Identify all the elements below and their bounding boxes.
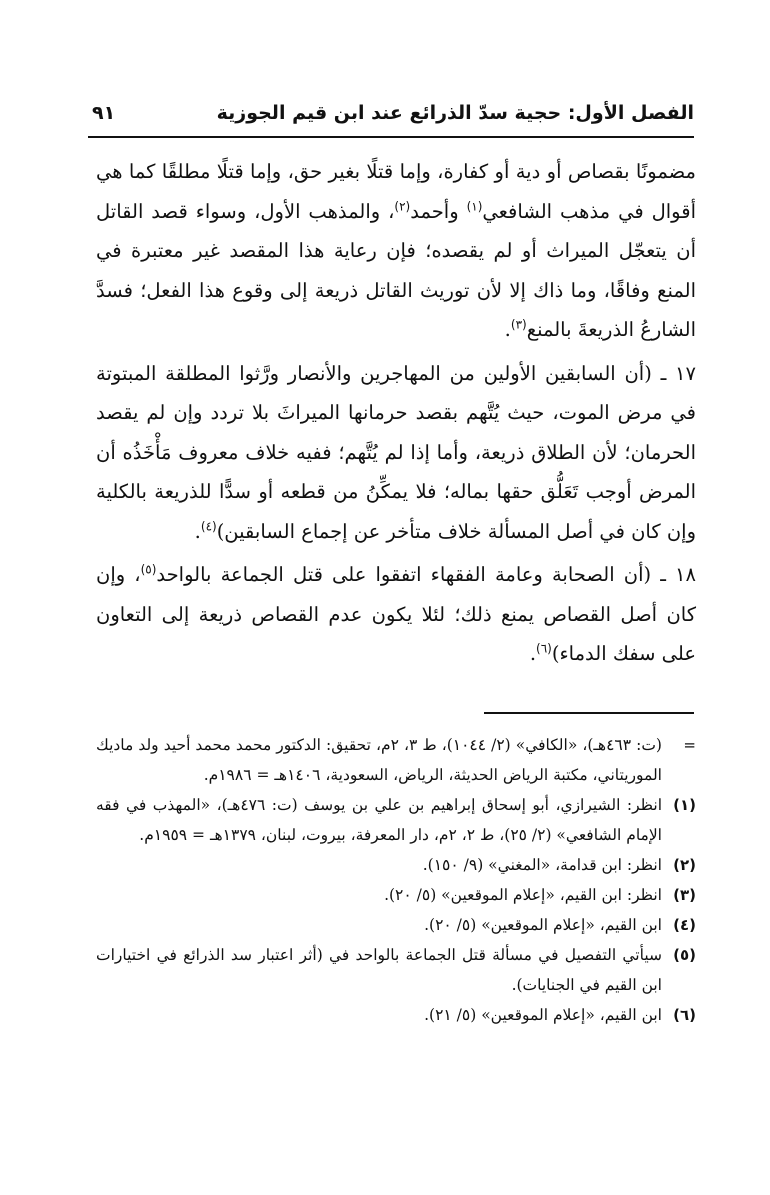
paragraph-continuation (96, 152, 696, 350)
footnote-divider (484, 712, 694, 714)
paragraph-text: ، وإن كان أصل القصاص يمنع ذلك؛ لئلا يكون عدم القصاص ذريعة إلى التعاون على سفك الدماء) (96, 563, 696, 665)
paragraph-text: ، والمذهب الأول، وسواء قصد القاتل أن يتعجّل الميراث أو لم يقصده؛ فإن رعاية هذا المقصد غير معتبرة في المنع وفاقًا، وما ذاك إلا لأن توريث القاتل ذريعة إلى وقوع هذا الفعل؛ فسدَّ الشارعُ الذريعةَ بالمنع (96, 199, 696, 341)
main-text (96, 152, 696, 674)
footnote-3 (96, 880, 696, 910)
paragraph-text: . (194, 519, 201, 543)
paragraph-text: (أن السابقين الأولين من المهاجرين والأنصار ورَّثوا المطلقة المبتوتة في مرض الموت، حيث يُتَّهم بقصد حرمانها الميراثَ بلا تردد وإن لم يقصد الحرمان؛ لأن الطلاق ذريعة، وأما إذا لم يُتَّهم؛ ففيه خلاف معروف مَأْخَذُه أن المرض أوجب تَعَلُّق حقها بماله؛ فلا يمكِّنُ من قطعه أو سدًّا للذريعة بالكلية وإن كان في أصل المسألة خلاف متأخر عن إجماع السابقين) (96, 361, 696, 543)
footnote-5 (96, 940, 696, 1000)
footnote-text: سيأتي التفصيل في مسألة قتل الجماعة بالواحد في (أثر اعتبار سد الذرائع في اختيارات ابن القيم في الجنايات). (96, 946, 662, 994)
footnote-ref: (١) (466, 199, 483, 213)
footnote-marker: = (683, 736, 696, 754)
page-number: ٩١ (92, 102, 116, 124)
footnote-text: ابن القيم، «إعلام الموقعين» (٥/ ٢٠). (424, 916, 662, 934)
footnote-marker: (٦) (673, 1006, 696, 1024)
footnote-text: انظر: الشيرازي، أبو إسحاق إبراهيم بن علي بن يوسف (ت: ٤٧٦هـ)، «المهذب في فقه الإمام الشافعي» (٢/ ٢٥)، ط ٢، ٢م، دار المعرفة، بيروت، لبنان، ١٣٧٩هـ = ١٩٥٩م. (96, 796, 663, 844)
paragraph-text: وأحمد (410, 199, 467, 223)
header-divider (88, 136, 694, 138)
paragraph-text: . (529, 642, 537, 665)
footnote-marker: (٤) (673, 916, 696, 934)
footnote-continuation (96, 730, 696, 790)
running-header (88, 96, 694, 136)
footnote-text: انظر: ابن قدامة، «المغني» (٩/ ١٥٠). (422, 856, 662, 874)
footnote-ref: (٣) (510, 317, 527, 332)
paragraph-text: . (504, 318, 511, 341)
footnote-ref: (٤) (200, 519, 217, 533)
footnote-marker: (٢) (673, 856, 696, 874)
footnote-6 (96, 1000, 696, 1030)
footnote-text: ابن القيم، «إعلام الموقعين» (٥/ ٢١). (424, 1006, 662, 1024)
footnote-marker: (٥) (673, 946, 696, 964)
footnote-ref: (٢) (394, 199, 411, 213)
footnote-ref: (٦) (536, 641, 552, 656)
footnote-1 (96, 790, 696, 850)
footnote-marker: (١) (673, 796, 696, 814)
item-number: ١٨ ـ (651, 563, 696, 586)
footnote-text: (ت: ٤٦٣هـ)، «الكافي» (٢/ ١٠٤٤)، ط ٣، ٢م، تحقيق: الدكتور محمد محمد أحيد ولد ماديك الموريتاني، مكتبة الرياض الحديثة، الرياض، السعودية، ١٤٠٦هـ = ١٩٨٦م. (96, 736, 662, 784)
footnote-ref: (٥) (140, 562, 157, 577)
paragraph-text: (أن الصحابة وعامة الفقهاء اتفقوا على قتل الجماعة بالواحد (156, 563, 652, 586)
footnote-2 (96, 850, 696, 880)
paragraph-text: مضمونًا بقصاص أو دية أو كفارة، وإما قتلًا بغير حق، وإما قتلًا مطلقًا كما هي أقوال في مذهب الشافعي (96, 160, 696, 223)
paragraph-18 (96, 555, 696, 674)
footnotes (96, 730, 696, 1030)
footnote-text: انظر: ابن القيم، «إعلام الموقعين» (٥/ ٢٠). (384, 886, 662, 904)
item-number: ١٧ ـ (651, 361, 696, 385)
chapter-title: الفصل الأول: حجية سدّ الذرائع عند ابن قيم الجوزية (216, 102, 694, 124)
footnote-4 (96, 910, 696, 940)
paragraph-17 (96, 354, 696, 552)
footnote-marker: (٣) (673, 886, 696, 904)
